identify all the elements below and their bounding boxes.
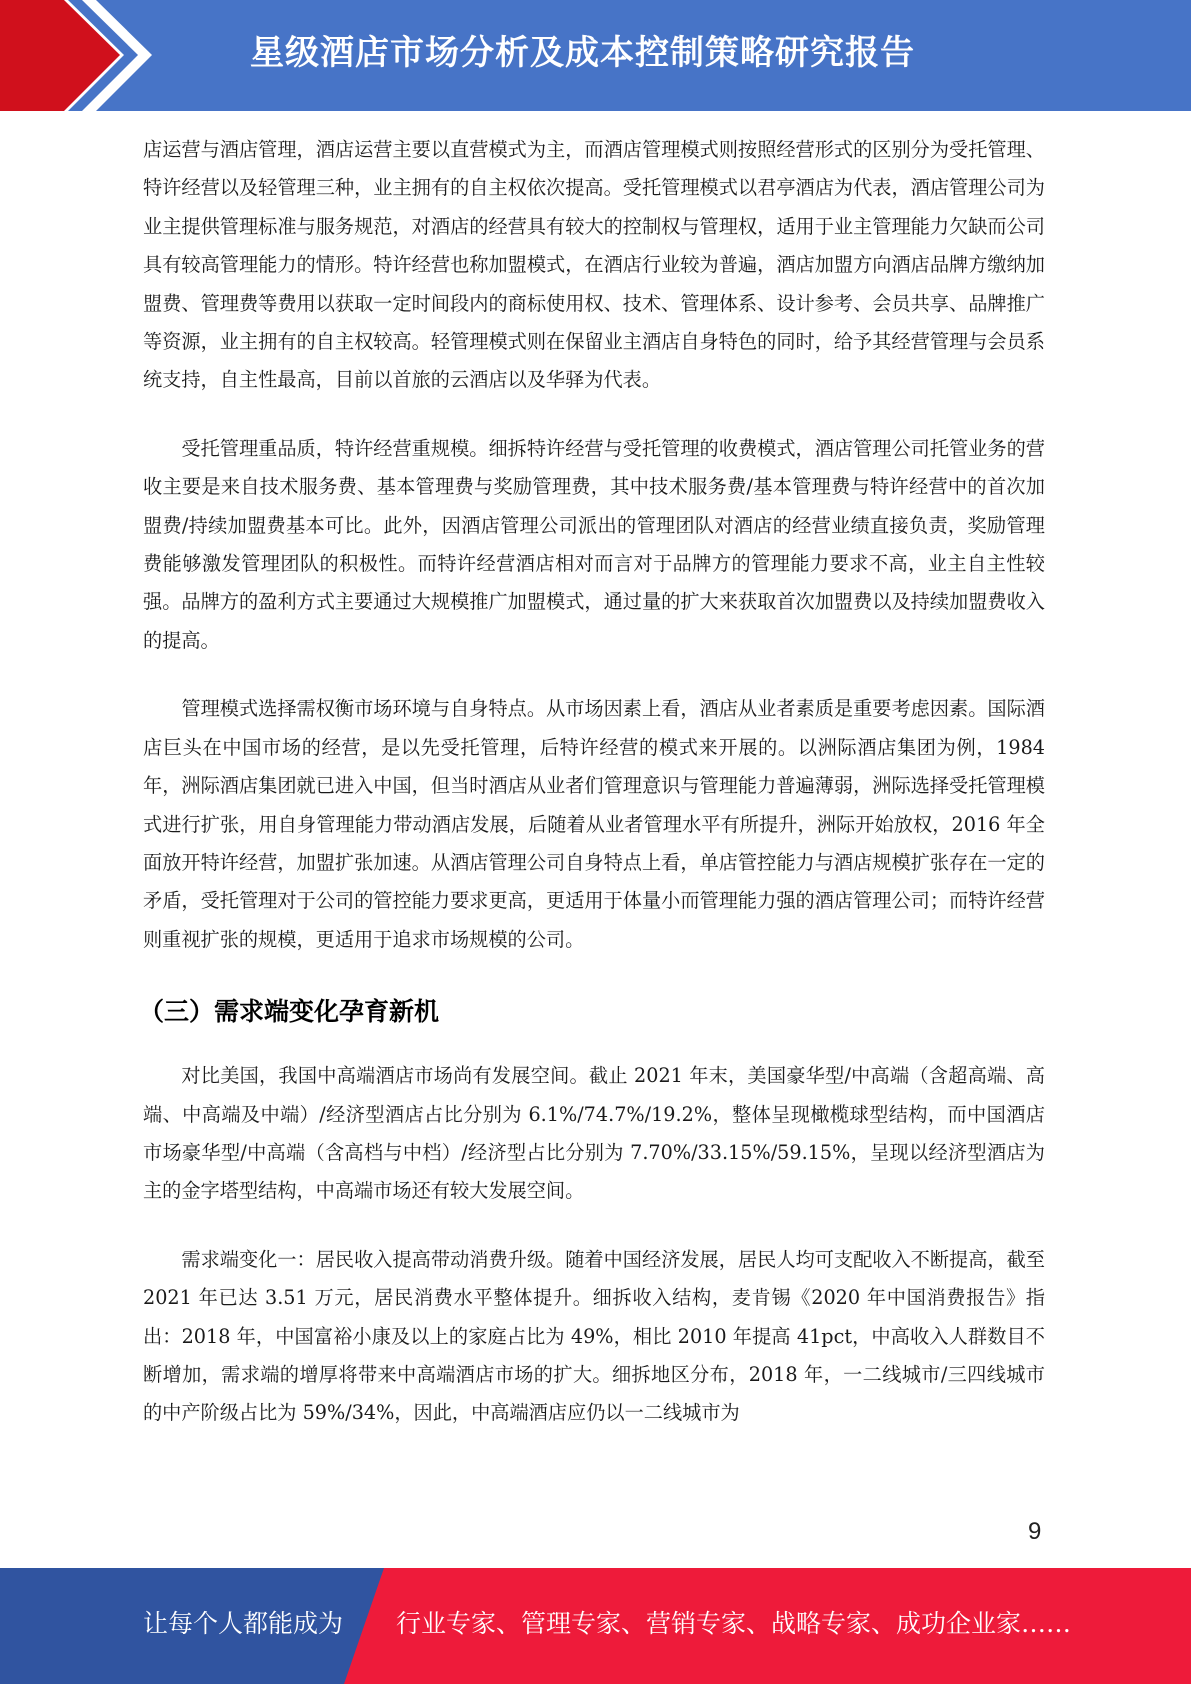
paragraph-demand-change-one: 需求端变化一：居民收入提高带动消费升级。随着中国经济发展，居民人均可支配收入不断提高，截至 2021 年已达 3.51 万元，居民消费水平整体提升。细拆收入结构，麦肯锡《2020 年中国消费报告》指出：2018 年，中国富裕小康及以上的家庭占比为 49%，相比 2010 年提高 41pct，中高收入人群数目不断增加，需求端的增厚将带来中高端酒店市场的扩大。细拆地区分布，2018 年，一二线城市/三四线城市的中产阶级占比为 59%/34%，因此，中高端酒店应仍以一二线城市为 bbox=[143, 1247, 1045, 1425]
header-band bbox=[0, 0, 1191, 111]
paragraph-us-comparison: 对比美国，我国中高端酒店市场尚有发展空间。截止 2021 年末，美国豪华型/中高端（含超高端、高端、中高端及中端）/经济型酒店占比分别为 6.1%/74.7%/19.2%，整体呈现橄榄球型结构，而中国酒店市场豪华型/中高端（含高档与中档）/经济型占比分别为 7.70%/33.15%/59.15%，呈现以经济型酒店为主的金字塔型结构，中高端市场还有较大发展空间。 bbox=[143, 1064, 1045, 1203]
document-title: 星级酒店市场分析及成本控制策略研究报告 bbox=[250, 33, 915, 73]
header-arrow-decoration bbox=[0, 0, 160, 111]
footer-banner bbox=[0, 1568, 1191, 1684]
page-number: 9 bbox=[1028, 1518, 1042, 1545]
section-heading: （三）需求端变化孕育新机 bbox=[139, 997, 440, 1027]
footer-slogan-right: 行业专家、管理专家、营销专家、战略专家、成功企业家…… bbox=[396, 1609, 1072, 1638]
paragraph-management-modes: 店运营与酒店管理，酒店运营主要以直营模式为主，而酒店管理模式则按照经营形式的区别分为受托管理、特许经营以及轻管理三种，业主拥有的自主权依次提高。受托管理模式以君亭酒店为代表，酒店管理公司为业主提供管理标准与服务规范，对酒店的经营具有较大的控制权与管理权，适用于业主管理能力欠缺而公司具有较高管理能力的情形。特许经营也称加盟模式，在酒店行业较为普遍，酒店加盟方向酒店品牌方缴纳加盟费、管理费等费用以获取一定时间段内的商标使用权、技术、管理体系、设计参考、会员共享、品牌推广等资源，业主拥有的自主权较高。轻管理模式则在保留业主酒店自身特色的同时，给予其经营管理与会员系统支持，自主性最高，目前以首旅的云酒店以及华驿为代表。 bbox=[143, 138, 1045, 392]
footer-slogan-left: 让每个人都能成为 bbox=[143, 1609, 344, 1638]
report-body bbox=[139, 131, 1045, 1463]
paragraph-mode-selection: 管理模式选择需权衡市场环境与自身特点。从市场因素上看，酒店从业者素质是重要考虑因素。国际酒店巨头在中国市场的经营，是以先受托管理，后特许经营的模式来开展的。以洲际酒店集团为例，1984 年，洲际酒店集团就已进入中国，但当时酒店从业者们管理意识与管理能力普遍薄弱，洲际选择受托管理模式进行扩张，用自身管理能力带动酒店发展，后随着从业者管理水平有所提升，洲际开始放权，2016 年全面放开特许经营，加盟扩张加速。从酒店管理公司自身特点上看，单店管控能力与酒店规模扩张存在一定的矛盾，受托管理对于公司的管控能力要求更高，更适用于体量小而管理能力强的酒店管理公司；而特许经营则重视扩张的规模，更适用于追求市场规模的公司。 bbox=[143, 697, 1045, 951]
paragraph-entrusted-vs-franchise: 受托管理重品质，特许经营重规模。细拆特许经营与受托管理的收费模式，酒店管理公司托管业务的营收主要是来自技术服务费、基本管理费与奖励管理费，其中技术服务费/基本管理费与特许经营中的首次加盟费/持续加盟费基本可比。此外，因酒店管理公司派出的管理团队对酒店的经营业绩直接负责，奖励管理费能够激发管理团队的积极性。而特许经营酒店相对而言对于品牌方的管理能力要求不高，业主自主性较强。品牌方的盈利方式主要通过大规模推广加盟模式，通过量的扩大来获取首次加盟费以及持续加盟费收入的提高。 bbox=[143, 436, 1045, 652]
